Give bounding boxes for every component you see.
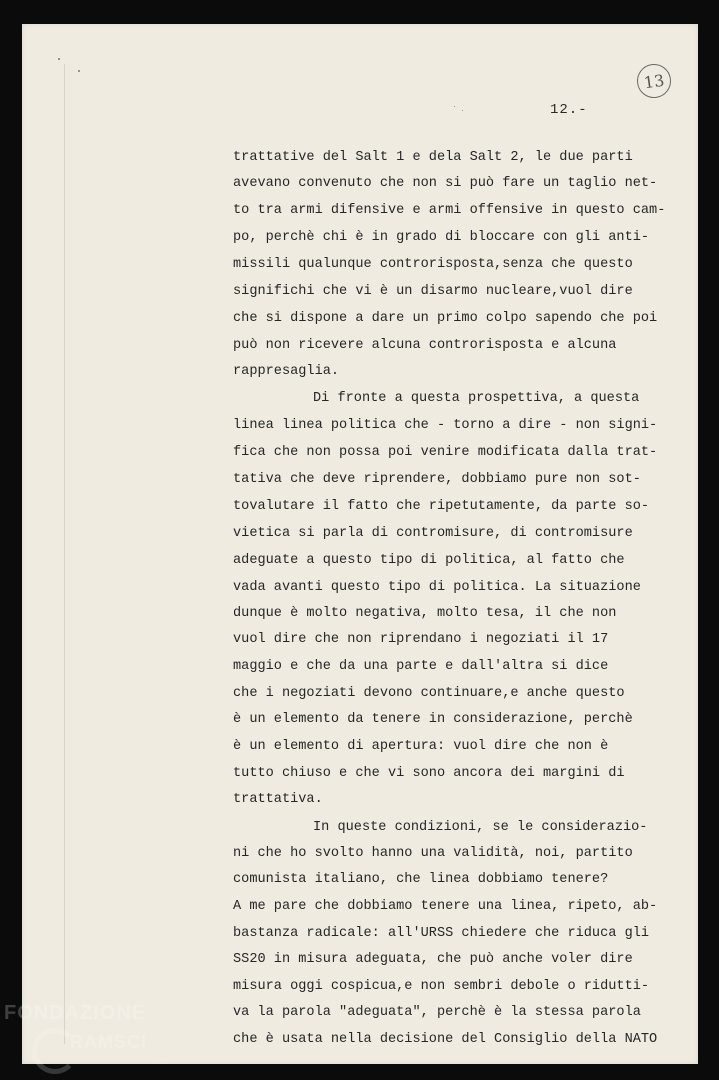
- text-line: Di fronte a questa prospettiva, a questa: [313, 391, 640, 406]
- text-line: bastanza radicale: all'URSS chiedere che riduca gli: [233, 926, 650, 941]
- watermark-onlus: onlus: [150, 1057, 170, 1066]
- fondazione-gramsci-watermark: [4, 1002, 204, 1066]
- text-line: ni che ho svolto hanno una validità, noi, partito: [233, 846, 633, 861]
- text-line: che è usata nella decisione del Consiglio della NATO: [233, 1032, 658, 1047]
- text-line: significhi che vi è un disarmo nucleare,vuol dire: [233, 284, 633, 299]
- text-line: vietica si parla di contromisure, di contromisure: [233, 526, 633, 541]
- text-line: linea linea politica che - torno a dire - non signi-: [233, 418, 658, 433]
- text-line: avevano convenuto che non si può fare un taglio net-: [233, 176, 658, 191]
- text-line: è un elemento da tenere in considerazione, perchè: [233, 712, 633, 727]
- text-line: fica che non possa poi venire modificata dalla trat-: [233, 445, 658, 460]
- text-line: va la parola "adeguata", perchè è la stessa parola: [233, 1005, 641, 1020]
- text-line: che si dispone a dare un primo colpo sapendo che poi: [233, 311, 658, 326]
- watermark-title: FONDAZIONE: [4, 1002, 147, 1024]
- text-line: rappresaglia.: [233, 364, 340, 379]
- text-line: dunque è molto negativa, molto tesa, il che non: [233, 606, 617, 621]
- text-line: In queste condizioni, se le considerazio-: [313, 820, 648, 835]
- text-line: che i negoziati devono continuare,e anche questo: [233, 686, 625, 701]
- text-line: maggio e che da una parte e dall'altra si dice: [233, 659, 609, 674]
- text-line: adeguate a questo tipo di politica, al fatto che: [233, 553, 625, 568]
- watermark-subtitle: RAMSCI: [70, 1032, 147, 1052]
- page-number: 12.-: [550, 102, 588, 118]
- stamp-number: 13: [642, 70, 666, 92]
- text-line: missili qualunque controrisposta,senza che questo: [233, 257, 633, 272]
- text-line: può non ricevere alcuna controrisposta e alcuna: [233, 338, 617, 353]
- text-line: po, perchè chi è in grado di bloccare con gli anti-: [233, 230, 650, 245]
- text-line: è un elemento di apertura: vuol dire che non è: [233, 739, 609, 754]
- text-line: to tra armi difensive e armi offensive in questo cam-: [233, 203, 666, 218]
- text-line: vuol dire che non riprendano i negoziati il 17: [233, 632, 609, 647]
- text-line: tovalutare il fatto che ripetutamente, da parte so-: [233, 499, 650, 514]
- text-line: SS20 in misura adeguata, che può anche voler dire: [233, 952, 633, 967]
- text-line: trattative del Salt 1 e dela Salt 2, le due parti: [233, 150, 633, 165]
- text-line: trattativa.: [233, 792, 323, 807]
- text-line: tativa che deve riprendere, dobbiamo pure non sot-: [233, 472, 641, 487]
- text-line: misura oggi cospicua,e non sembri debole o ridutti-: [233, 979, 650, 994]
- text-line: vada avanti questo tipo di politica. La situazione: [233, 580, 641, 595]
- text-line: comunista italiano, che linea dobbiamo tenere?: [233, 872, 609, 887]
- text-line: tutto chiuso e che vi sono ancora dei margini di: [233, 766, 625, 781]
- text-line: A me pare che dobbiamo tenere una linea, ripeto, ab-: [233, 899, 658, 914]
